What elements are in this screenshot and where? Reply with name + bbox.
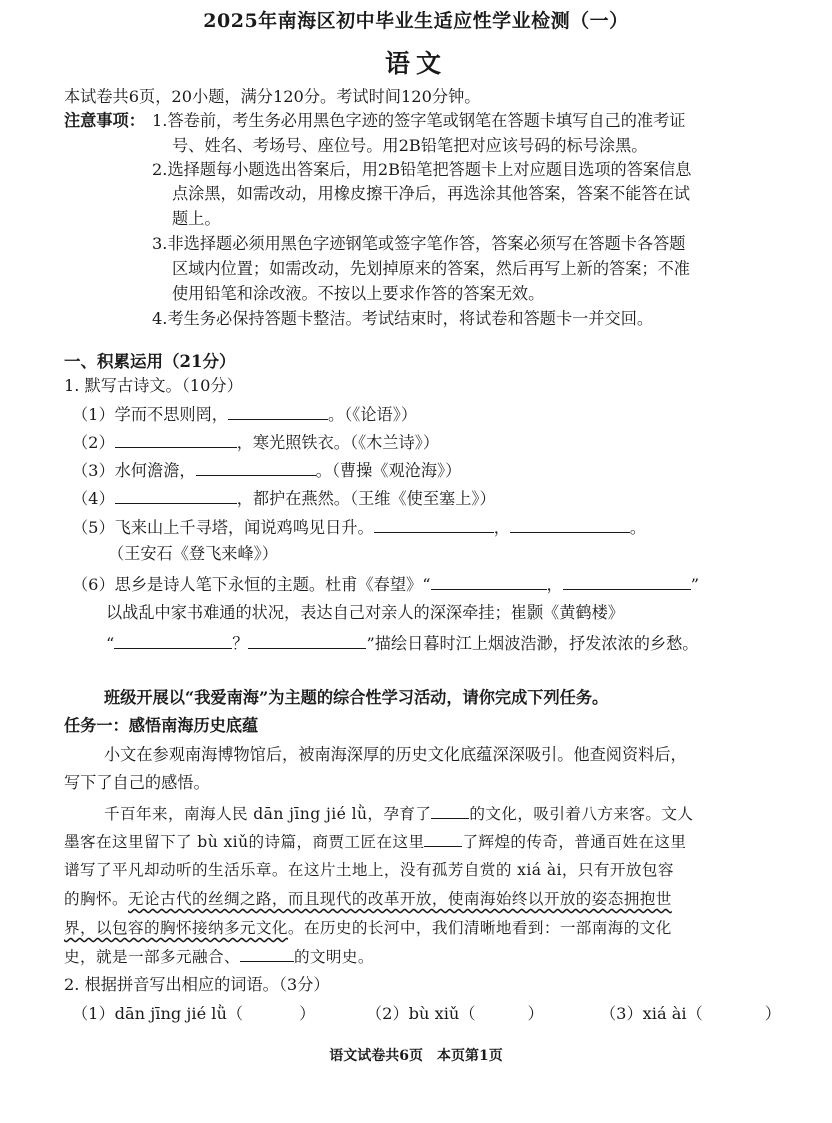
q1-item-5-source: （王安石《登飞来峰》）	[108, 544, 278, 563]
q1-item-4: （4） ，都护在燕然。（王维《使至塞上》）	[72, 489, 496, 508]
answer-blank[interactable]	[115, 487, 237, 504]
answer-blank[interactable]	[510, 516, 630, 533]
answer-blank[interactable]	[431, 573, 547, 590]
page-footer: 语文试卷共6页 本页第1页	[329, 1048, 503, 1064]
answer-blank[interactable]	[374, 516, 494, 533]
task-1-heading: 任务一：感悟南海历史底蕴	[64, 716, 259, 735]
exam-intro: 本试卷共6页，20小题，满分120分。考试时间120分钟。	[64, 87, 481, 106]
answer-blank[interactable]	[115, 431, 237, 448]
q1-item-3: （3）水何澹澹， 。（曹操《观沧海》）	[72, 461, 462, 480]
answer-blank[interactable]	[563, 573, 691, 590]
note-2-line-3: 题上。	[172, 209, 221, 228]
q2-item-3: （3）xiá ài（ ）	[600, 1004, 781, 1023]
passage-blank[interactable]	[431, 802, 469, 819]
answer-blank[interactable]	[248, 632, 366, 649]
note-1-line-2: 号、姓名、考场号、座位号。用2B铅笔把对应该号码的标号涂黑。	[172, 136, 648, 155]
task-1-para-line-1: 小文在参观南海博物馆后，被南海深厚的历史文化底蕴深深吸引。他查阅资料后，	[104, 745, 687, 764]
passage-blank[interactable]	[424, 830, 462, 847]
passage-line-5: 界，以包容的胸怀接纳多元文化。在历史的长河中，我们清晰地看到：一部南海的文化	[64, 919, 672, 937]
wavy-underlined-sentence-end: 界，以包容的胸怀接纳多元文化	[64, 919, 288, 937]
q2-stem: 2. 根据拼音写出相应的词语。（3分）	[64, 975, 330, 994]
passage-line-2: 墨客在这里留下了 bù xiǔ的诗篇，商贾工匠在这里 了辉煌的传奇，普通百姓在这里	[64, 830, 686, 852]
passage-line-6: 史，就是一部多元融合、 的文明史。	[64, 945, 374, 967]
q1-item-6-line-1: （6）思乡是诗人笔下永恒的主题。杜甫《春望》“ ， ”	[72, 575, 699, 594]
q2-item-1: （1）dān jīng jié lǜ（ ）	[72, 1004, 316, 1023]
answer-blank[interactable]	[196, 459, 316, 476]
passage-blank[interactable]	[240, 945, 294, 962]
note-3-line-2: 区域内位置；如需改动，先划掉原来的答案，然后再写上新的答案；不准	[172, 259, 690, 278]
notes-label: 注意事项：	[64, 111, 145, 130]
note-2-line-1: 2.选择题每小题选出答案后，用2B铅笔把答题卡上对应题目选项的答案信息	[152, 160, 692, 179]
note-4-line-1: 4.考生务必保持答题卡整洁。考试结束时，将试卷和答题卡一并交回。	[152, 309, 654, 328]
q1-item-6-line-2: 以战乱中家书难通的状况，表达自己对亲人的深深牵挂；崔颢《黄鹤楼》	[106, 603, 624, 622]
wavy-underlined-sentence: 无论古代的丝绸之路，而且现代的改革开放，使南海始终以开放的姿态拥抱世	[127, 890, 672, 908]
passage-line-1: 千百年来，南海人民 dān jīng jié lǜ，孕育了 的文化，吸引着八方来客。文人	[104, 802, 693, 824]
subject-title: 语文	[384, 49, 447, 78]
q1-item-2: （2） ，寒光照铁衣。（《木兰诗》）	[72, 433, 440, 452]
q2-item-2: （2）bù xiǔ（ ）	[366, 1004, 544, 1023]
section-1-heading: 一、积累运用（21分）	[64, 352, 236, 371]
q1-item-5: （5）飞来山上千寻塔，闻说鸡鸣见日升。 ， 。	[72, 518, 647, 537]
task-1-para-line-2: 写下了自己的感悟。	[64, 773, 210, 792]
passage-line-4: 的胸怀。无论古代的丝绸之路，而且现代的改革开放，使南海始终以开放的姿态拥抱世	[64, 890, 672, 908]
exam-title: 2025年南海区初中毕业生适应性学业检测（一）	[203, 10, 629, 32]
q1-item-1: （1）学而不思则罔， 。（《论语》）	[72, 405, 418, 424]
answer-blank[interactable]	[228, 403, 328, 420]
note-2-line-2: 点涂黑，如需改动，用橡皮擦干净后，再选涂其他答案，答案不能答在试	[172, 184, 690, 203]
note-3-line-3: 使用铅笔和涂改液。不按以上要求作答的答案无效。	[172, 284, 545, 303]
q1-item-6-line-3: “ ？ ”描绘日暮时江上烟波浩渺，抒发浓浓的乡愁。	[106, 634, 699, 653]
note-3-line-1: 3.非选择题必须用黑色字迹钢笔或签字笔作答，答案必须写在答题卡各答题	[152, 234, 686, 253]
activity-intro: 班级开展以“我爱南海”为主题的综合性学习活动，请你完成下列任务。	[104, 688, 609, 707]
passage-line-3: 谱写了平凡却动听的生活乐章。在这片土地上，没有孤芳自赏的 xiá ài，只有开放包容	[64, 861, 674, 879]
note-1-line-1: 1.答卷前，考生务必用黑色字迹的签字笔或钢笔在答题卡填写自己的准考证	[152, 111, 686, 130]
answer-blank[interactable]	[114, 632, 232, 649]
q1-stem: 1. 默写古诗文。（10分）	[64, 376, 243, 395]
